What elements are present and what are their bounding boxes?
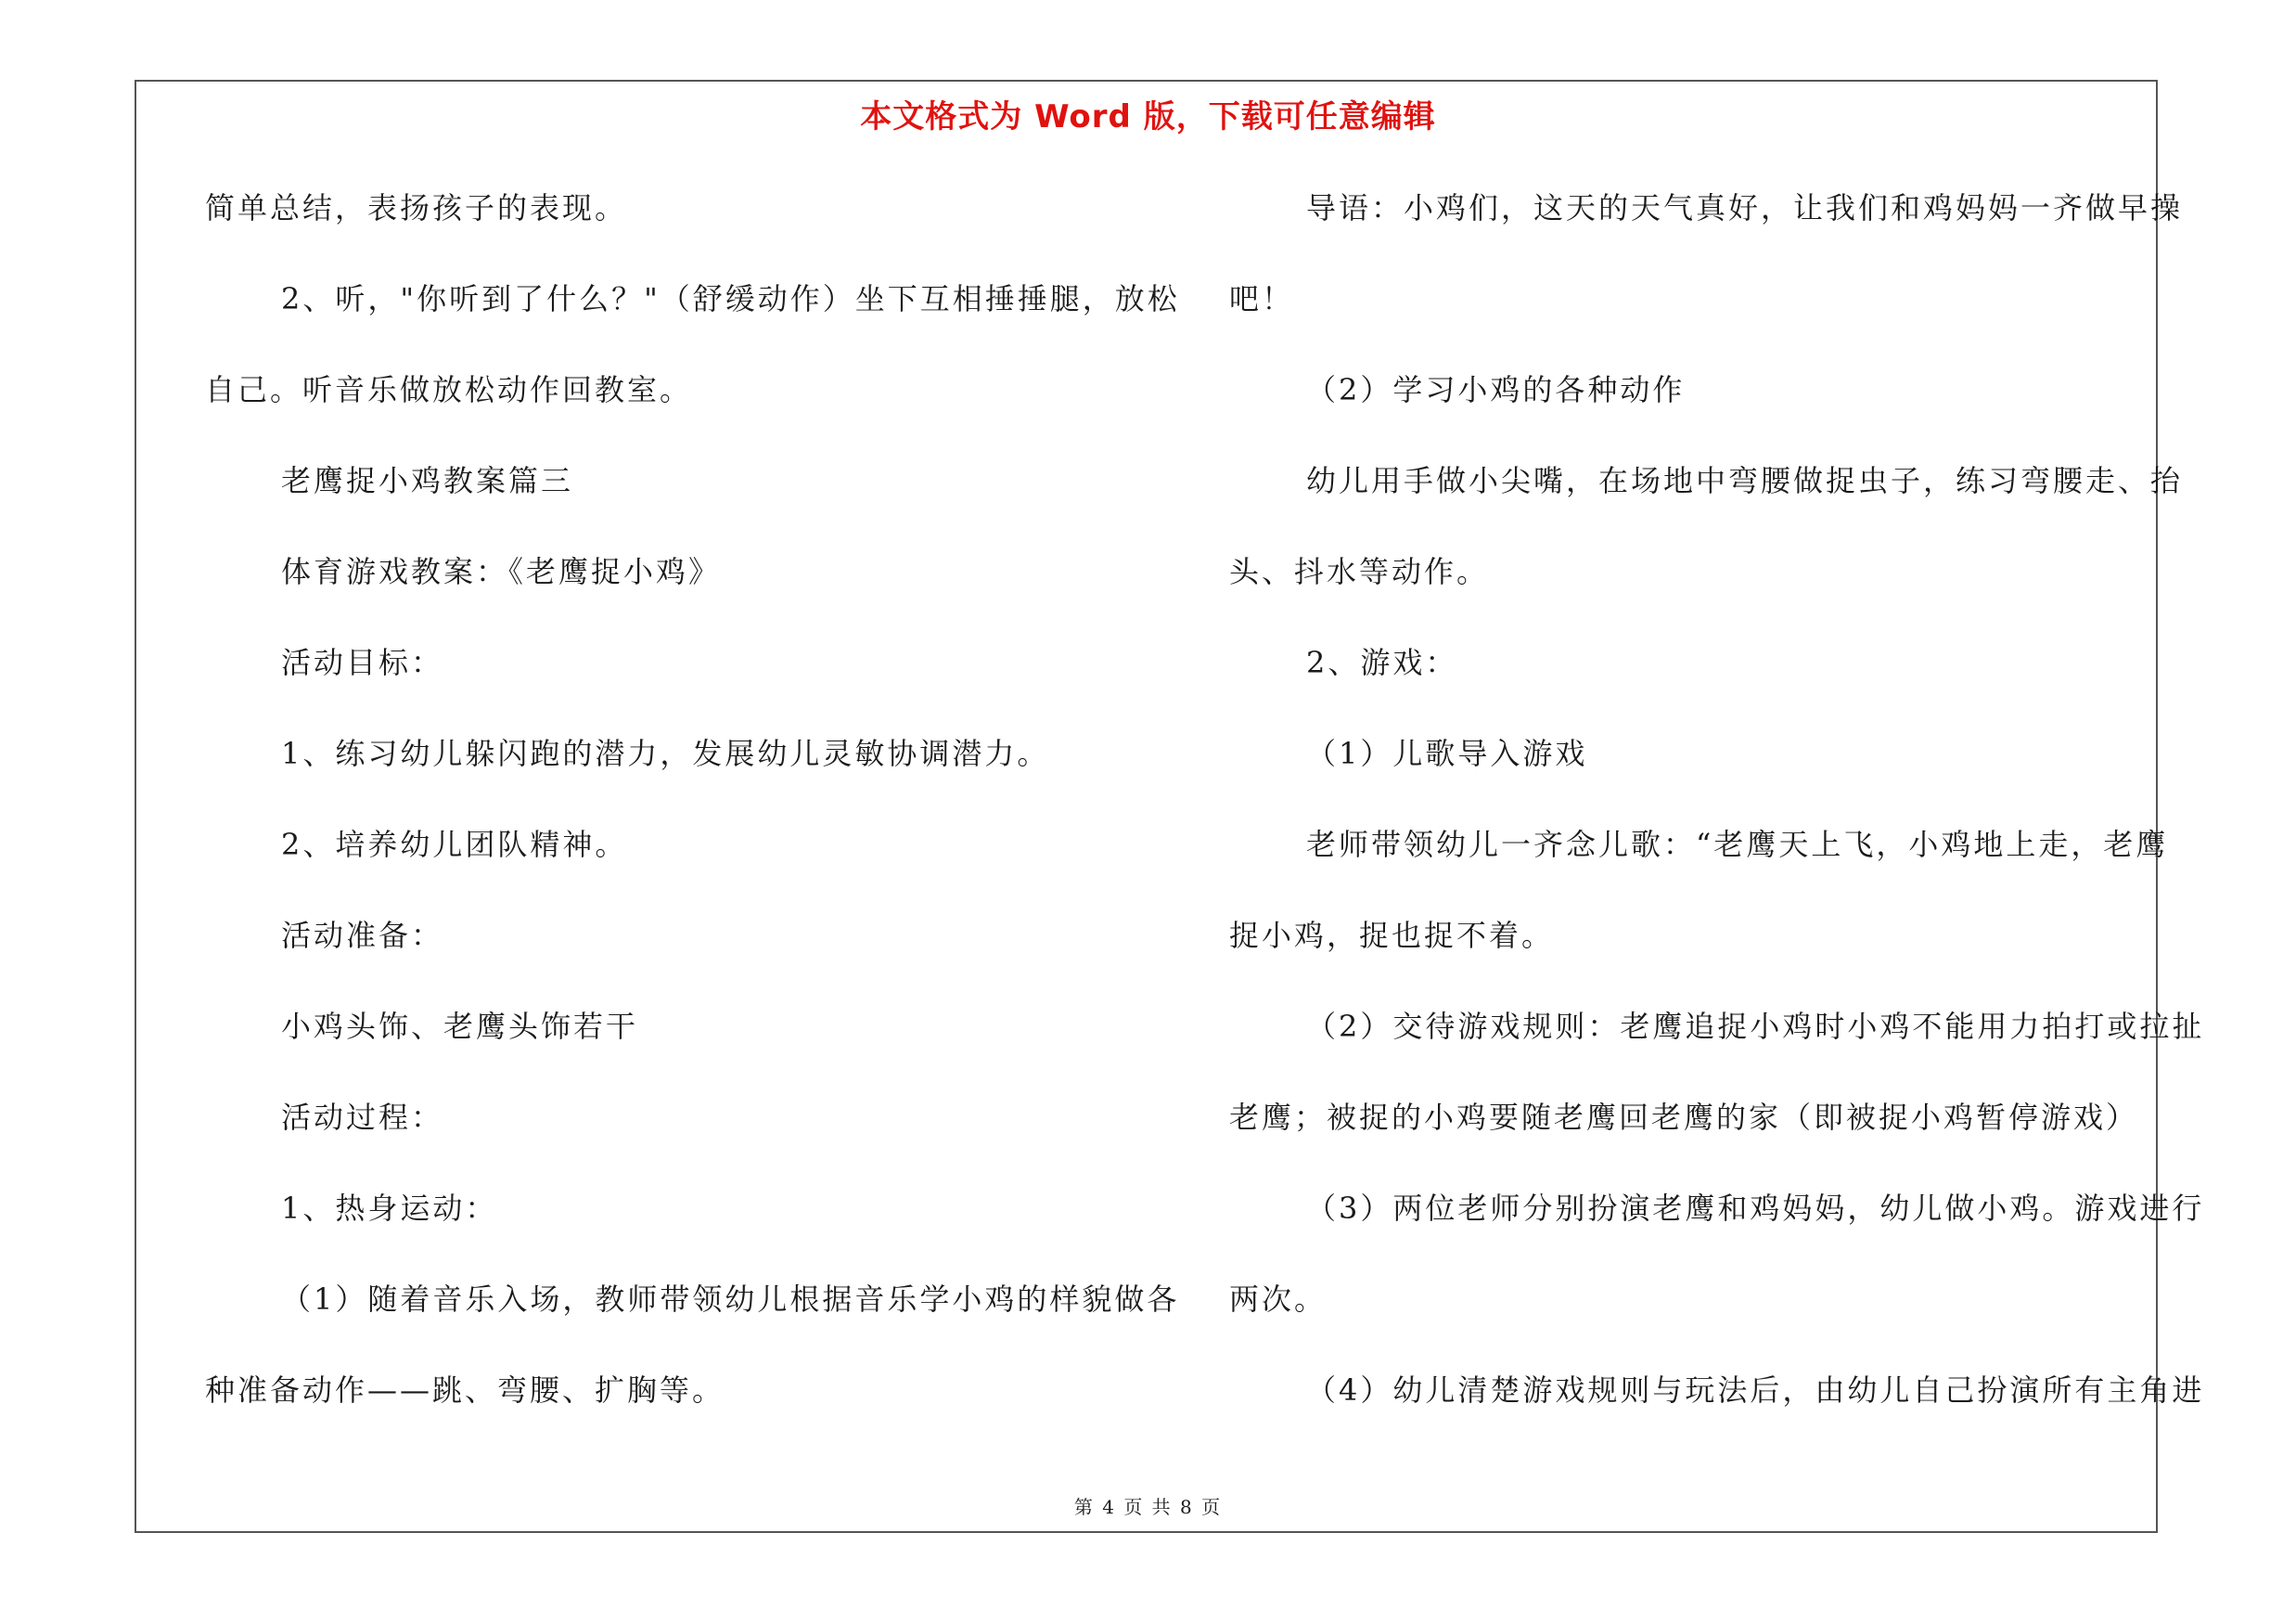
paragraph-line: 活动过程：	[281, 1100, 444, 1135]
paragraph-line: 老师带领幼儿一齐念儿歌：“老鹰天上飞，小鸡地上走，老鹰	[1306, 827, 2169, 862]
paragraph-line: （1）儿歌导入游戏	[1306, 736, 1588, 771]
paragraph-line: 捉小鸡，捉也捉不着。	[1229, 918, 1555, 953]
paragraph-line: 导语：小鸡们，这天的天气真好，让我们和鸡妈妈一齐做早操	[1306, 190, 2184, 225]
paragraph-line: 小鸡头饰、老鹰头饰若干	[281, 1009, 639, 1044]
paragraph-line: 简单总结，表扬孩子的表现。	[205, 190, 628, 225]
paragraph-line: 2、游戏：	[1306, 645, 1458, 680]
paragraph-line: 头、抖水等动作。	[1229, 554, 1490, 589]
paragraph-line: 老鹰；被捉的小鸡要随老鹰回老鹰的家（即被捉小鸡暂停游戏）	[1229, 1100, 2139, 1135]
paragraph-line: 体育游戏教案：《老鹰捉小鸡》	[281, 554, 722, 589]
paragraph-line: （2）交待游戏规则：老鹰追捉小鸡时小鸡不能用力拍打或拉扯	[1306, 1009, 2205, 1044]
paragraph-line: 两次。	[1229, 1282, 1328, 1317]
paragraph-line: 自己。听音乐做放松动作回教室。	[205, 372, 693, 407]
paragraph-line: 活动目标：	[281, 645, 444, 680]
paragraph-line: 2、培养幼儿团队精神。	[281, 827, 628, 862]
page-number-footer: 第 4 页 共 8 页	[1073, 1496, 1223, 1518]
paragraph-line: 种准备动作——跳、弯腰、扩胸等。	[205, 1372, 725, 1408]
paragraph-line: 活动准备：	[281, 918, 444, 953]
paragraph-line: 幼儿用手做小尖嘴，在场地中弯腰做捉虫子，练习弯腰走、抬	[1306, 463, 2184, 498]
paragraph-line: 吧！	[1229, 281, 1295, 316]
paragraph-line: 2、听，"你听到了什么？"（舒缓动作）坐下互相捶捶腿，放松	[281, 281, 1180, 316]
paragraph-line: （1）随着音乐入场，教师带领幼儿根据音乐学小鸡的样貌做各	[281, 1282, 1180, 1317]
paragraph-line: 1、热身运动：	[281, 1191, 498, 1226]
paragraph-line: 1、练习幼儿躲闪跑的潜力，发展幼儿灵敏协调潜力。	[281, 736, 1050, 771]
paragraph-line: （2）学习小鸡的各种动作	[1306, 372, 1686, 407]
section-heading: 老鹰捉小鸡教案篇三	[281, 463, 574, 498]
paragraph-line: （4）幼儿清楚游戏规则与玩法后，由幼儿自己扮演所有主角进	[1306, 1372, 2205, 1408]
header-banner: 本文格式为 Word 版，下载可任意编辑	[860, 98, 1436, 135]
paragraph-line: （3）两位老师分别扮演老鹰和鸡妈妈，幼儿做小鸡。游戏进行	[1306, 1191, 2205, 1226]
